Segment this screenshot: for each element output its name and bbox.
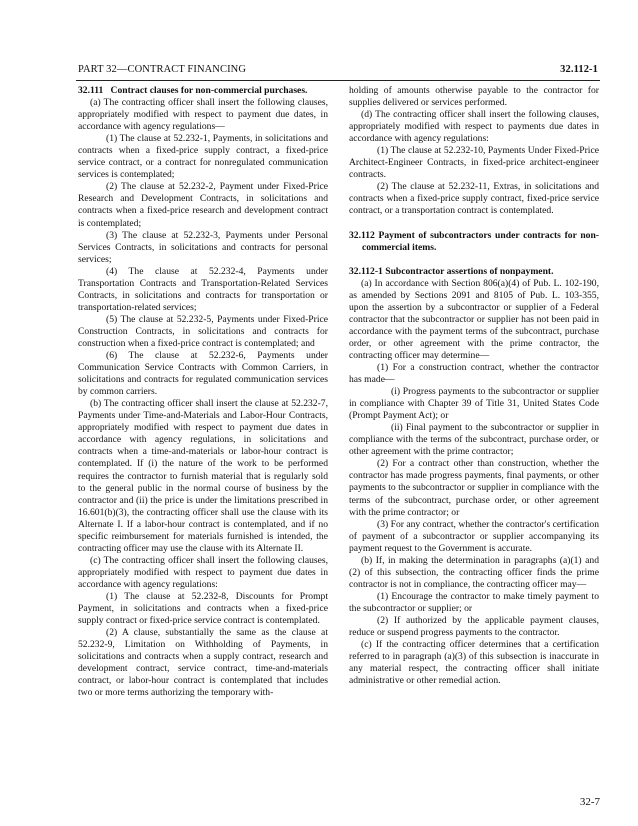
- paragraph-a3: (3) The clause at 52.232-3, Payments under Personal Services Contracts, in solicitations and contracts for personal services;: [78, 229, 328, 265]
- paragraph-a5: (5) The clause at 52.232-5, Payments under Fixed-Price Construction Contracts, in solicitations and contracts for construction when a fixed-price contract is contemplated; and: [78, 313, 328, 349]
- page-number: 32-7: [579, 796, 600, 808]
- section-32-112-heading: 32.112 Payment of subcontractors under contracts for non-commercial items.: [349, 229, 599, 253]
- paragraph-d2: (2) The clause at 52.232-11, Extras, in solicitations and contracts when a fixed-price supply contract, fixed-price service contract, or a transportation contract is contemplated.: [349, 181, 599, 217]
- paragraph-a6: (6) The clause at 52.232-6, Payments under Communication Service Contracts with Common Carriers, in solicitations and contracts for regulated communication services by common carriers.: [78, 350, 328, 398]
- paragraph-a2: (2) The clause at 52.232-2, Payment under Fixed-Price Research and Development Contracts, in solicitations and contracts when a fixed-price research and development contract is contemplated;: [78, 181, 328, 229]
- part-title: PART 32—CONTRACT FINANCING: [78, 64, 247, 75]
- paragraph-c2-continuation: holding of amounts otherwise payable to the contractor for supplies delivered or services performed.: [349, 85, 599, 109]
- left-column: [78, 85, 328, 699]
- sub-paragraph-a1: (1) For a construction contract, whether the contractor has made—: [349, 361, 599, 386]
- paragraph-d1: (1) The clause at 52.232-10, Payments Under Fixed-Price Architect-Engineer Contracts, in fixed-price architect-engineer contracts.: [349, 145, 599, 181]
- spacer: [349, 254, 599, 266]
- sub-paragraph-c: (c) If the contracting officer determines that a certification referred to in paragraph (a)(3) of this subsection is inaccurate in any material respect, the contracting officer shall initiate administrative or other remedial action.: [349, 639, 599, 687]
- sub-paragraph-b2: (2) If authorized by the applicable payment clauses, reduce or suspend progress payments to the contractor.: [349, 614, 599, 639]
- sub-paragraph-a-intro: (a) In accordance with Section 806(a)(4) of Pub. L. 102-190, as amended by Sections 2091 and 8105 of Pub. L. 103-355, upon the assertion by a subcontractor or supplier of a Federal contractor that the subcontractor or supplier has not been paid in accordance with the payment terms of the subcontract, purchase order, or other agreement with the prime contractor, the contracting officer may determine—: [349, 277, 599, 361]
- paragraph-c2: (2) A clause, substantially the same as the clause at 52.232-9, Limitation on Withholding of Payments, in solicitations and contracts when a supply contract, research and development contract, service contract, time-and-materials contract, or labor-hour contract is contemplated that includes two or more terms authorizing the temporary with-: [78, 627, 328, 699]
- section-number: 32.111: [78, 85, 104, 96]
- sub-paragraph-b1: (1) Encourage the contractor to make timely payment to the subcontractor or supplier; or: [349, 590, 599, 614]
- paragraph-a-intro: (a) The contracting officer shall insert the following clauses, appropriately modified with respect to payment due dates, in accordance with agency regulations—: [78, 97, 328, 133]
- paragraph-a1: (1) The clause at 52.232-1, Payments, in solicitations and contracts when a fixed-price supply contract, a fixed-price service contract, or a contract for nonregulated communication services is contemplated;: [78, 133, 328, 181]
- sub-paragraph-a1-i: (i) Progress payments to the subcontractor or supplier in compliance with Chapter 39 of Title 31, United States Code (Prompt Payment Act); or: [349, 386, 599, 422]
- paragraph-c1: (1) The clause at 52.232-8, Discounts for Prompt Payment, in solicitations and contracts when a fixed-price supply contract or fixed-price service contract is contemplated.: [78, 590, 328, 627]
- header-rule: [76, 80, 600, 81]
- paragraph-c-intro: (c) The contracting officer shall insert the following clauses, appropriately modified with respect to payment due dates in accordance with agency regulations:: [78, 554, 328, 590]
- section-32-112-1-heading: 32.112-1 Subcontractor assertions of nonpayment.: [349, 265, 554, 277]
- sub-paragraph-a3: (3) For any contract, whether the contractor's certification of payment of a subcontractor or supplier accompanying its payment request to the Government is accurate.: [349, 518, 599, 554]
- paragraph-d-intro: (d) The contracting officer shall insert the following clauses, appropriately modified with respect to payments due dates in accordance with agency regulations:: [349, 109, 599, 145]
- section-reference: 32.112-1: [560, 64, 598, 75]
- paragraph-b: (b) The contracting officer shall insert the clause at 52.232-7, Payments under Time-and-Materials and Labor-Hour Contracts, appropriately modified with respect to payment due dates in accordance with agency regulations, in solicitations and contracts when a time-and-materials or labor-hour contract is contemplated. If (i) the nature of the work to be performed requires the contractor to furnish material that is regularly sold to the general public in the normal course of business by the contractor and (ii) the price is under the limitations prescribed in 16.601(b)(3), the contracting officer shall use the clause with its Alternate I. If a labor-hour contract is contemplated, and if no specific reimbursement for materials furnished is intended, the contracting officer may use the clause with its Alternate II.: [78, 398, 328, 554]
- spacer: [349, 218, 599, 230]
- paragraph-a4: (4) The clause at 52.232-4, Payments under Transportation Contracts and Transportation-Related Services Contracts, in solicitations and contracts for transportation or transportation-related services;: [78, 265, 328, 313]
- section-32-111-heading: [78, 85, 328, 97]
- sub-paragraph-a1-ii: (ii) Final payment to the subcontractor or supplier in compliance with the terms of the subcontract, purchase order, or other agreement with the prime contractor;: [349, 422, 599, 458]
- page-header: [78, 64, 598, 78]
- sub-paragraph-a2: (2) For a contract other than construction, whether the contractor has made progress payments, final payments, or other payments to the subcontractor or supplier in compliance with the terms of the subcontract, purchase order, or other agreement with the prime contractor; or: [349, 458, 599, 518]
- section-title: Contract clauses for non-commercial purchases.: [110, 85, 308, 96]
- sub-paragraph-b-intro: (b) If, in making the determination in paragraphs (a)(1) and (2) of this subsection, the contracting officer finds the prime contractor is not in compliance, the contracting officer may—: [349, 554, 599, 590]
- right-column: [349, 85, 599, 687]
